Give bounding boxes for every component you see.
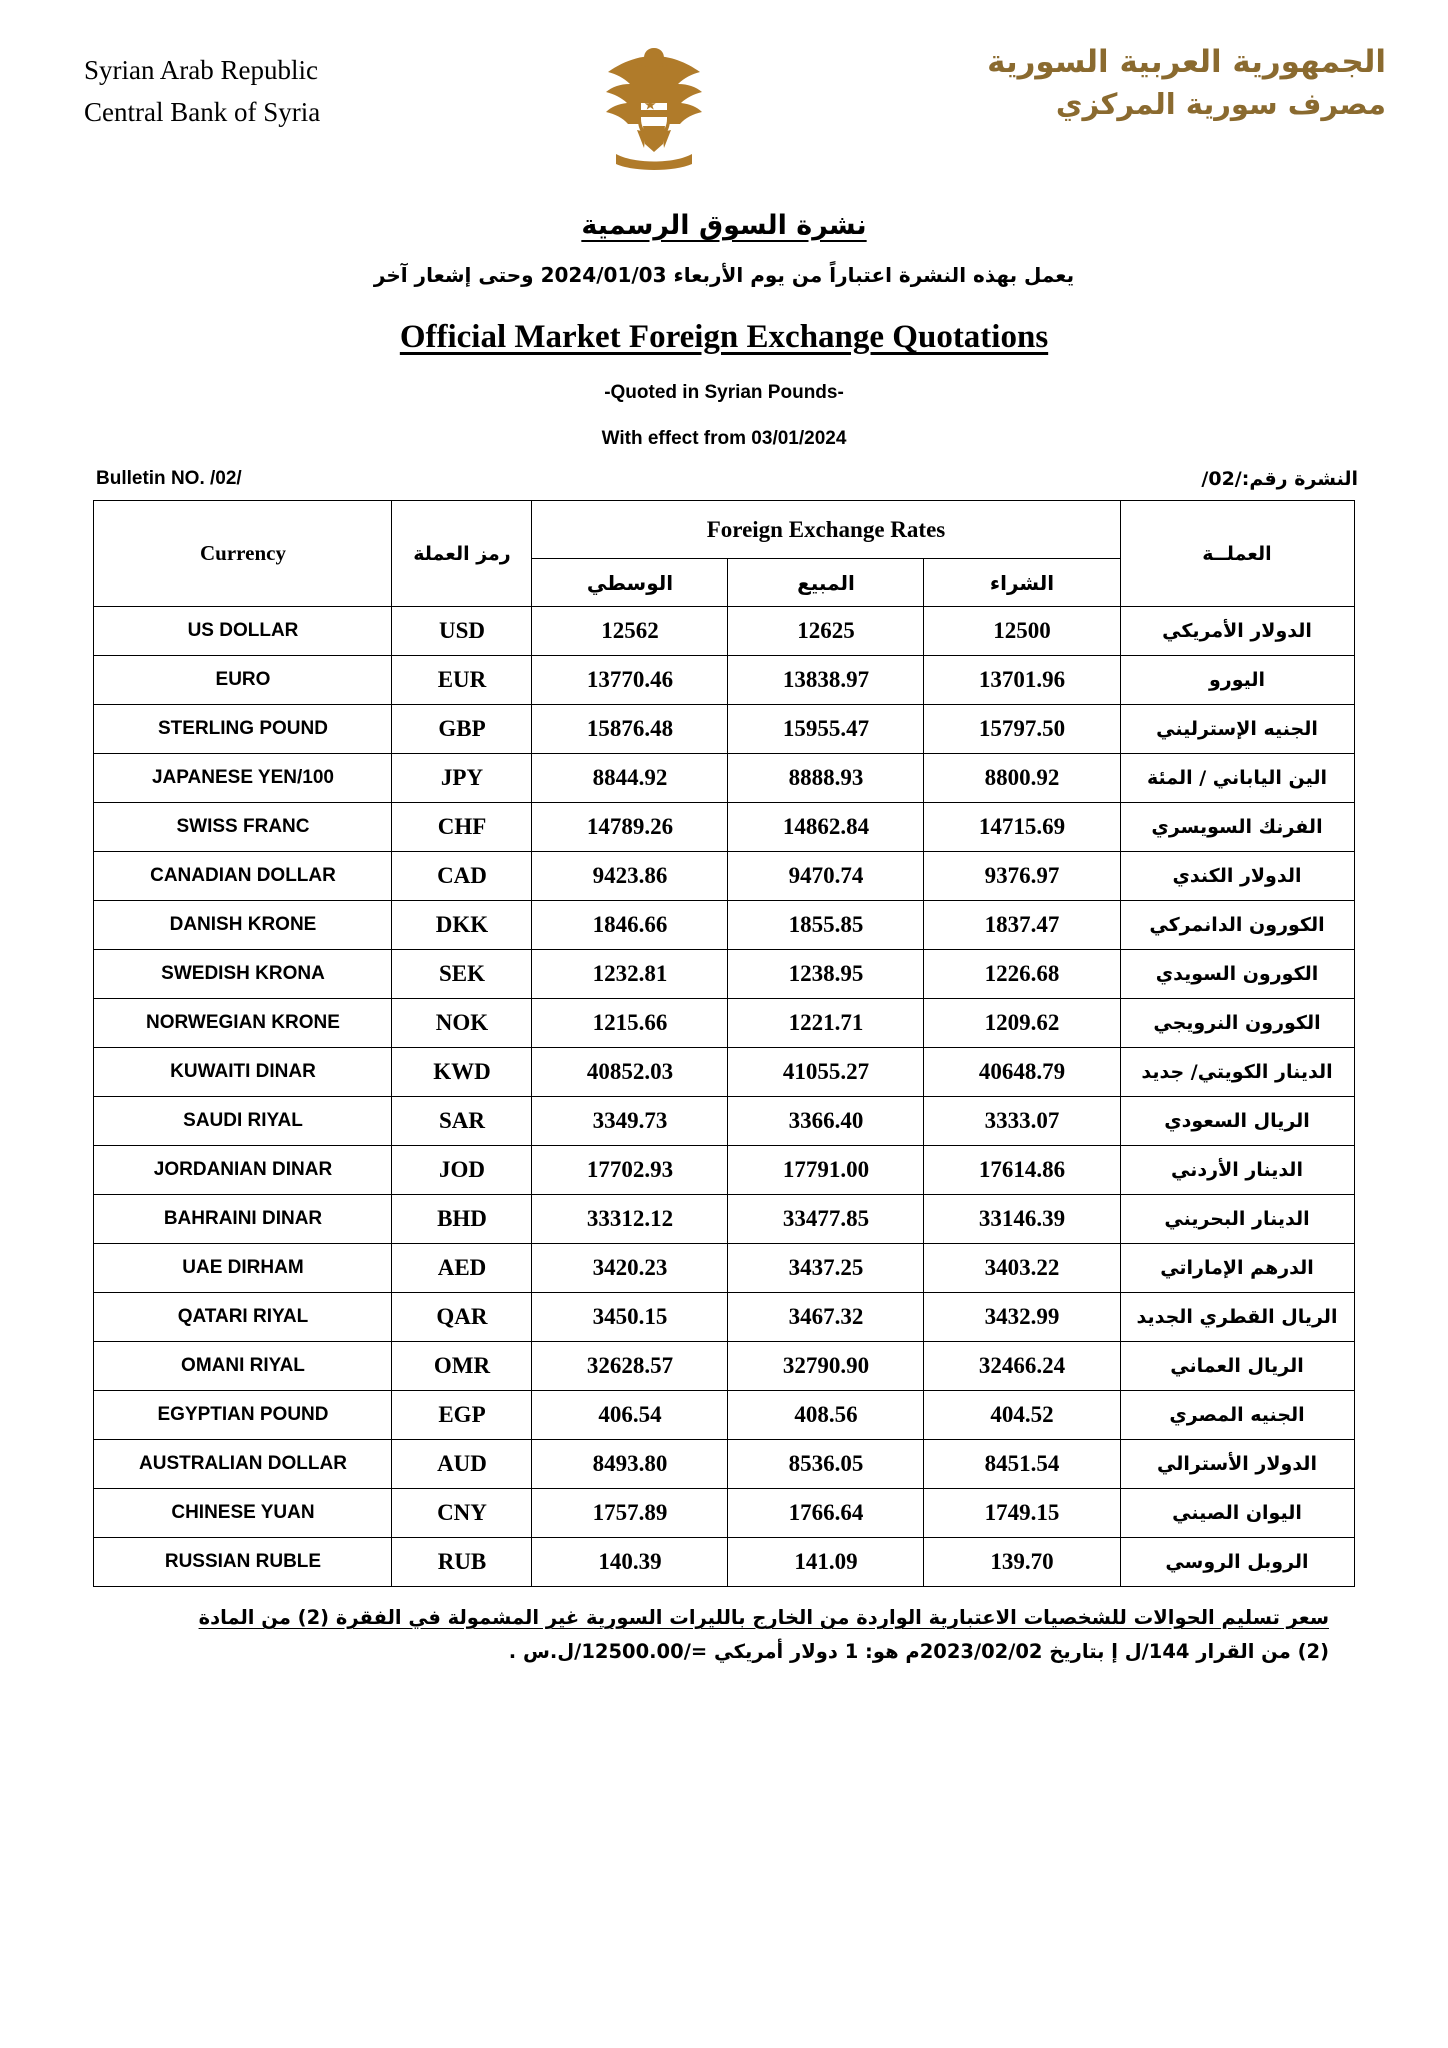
- currency-code: JOD: [392, 1146, 532, 1195]
- currency-name-ar: الدرهم الإماراتي: [1120, 1244, 1354, 1293]
- currency-name-en: KUWAITI DINAR: [94, 1048, 392, 1097]
- table-row: [94, 1391, 1354, 1440]
- rate-buy: 8800.92: [924, 754, 1120, 803]
- currency-name-en: JAPANESE YEN/100: [94, 754, 392, 803]
- currency-code: AUD: [392, 1440, 532, 1489]
- rate-mid: 1215.66: [532, 999, 728, 1048]
- rate-mid: 3450.15: [532, 1293, 728, 1342]
- rate-sell: 14862.84: [728, 803, 924, 852]
- bulletin-number-en: Bulletin NO. /02/: [96, 468, 242, 489]
- rate-mid: 9423.86: [532, 852, 728, 901]
- rate-mid: 33312.12: [532, 1195, 728, 1244]
- rate-sell: 32790.90: [728, 1342, 924, 1391]
- currency-name-en: NORWEGIAN KRONE: [94, 999, 392, 1048]
- rate-sell: 3467.32: [728, 1293, 924, 1342]
- currency-code: DKK: [392, 901, 532, 950]
- currency-code: USD: [392, 607, 532, 656]
- rate-sell: 13838.97: [728, 656, 924, 705]
- rate-buy: 32466.24: [924, 1342, 1120, 1391]
- page-title-en: Official Market Foreign Exchange Quotations: [399, 319, 1049, 355]
- rate-buy: 3403.22: [924, 1244, 1120, 1293]
- rate-buy: 33146.39: [924, 1195, 1120, 1244]
- table-header-row-1: [94, 501, 1354, 559]
- currency-code: SAR: [392, 1097, 532, 1146]
- currency-code: AED: [392, 1244, 532, 1293]
- title-block: [52, 210, 1396, 450]
- currency-code: GBP: [392, 705, 532, 754]
- rate-buy: 15797.50: [924, 705, 1120, 754]
- currency-name-ar: الكورون الدانمركي: [1120, 901, 1354, 950]
- currency-code: CNY: [392, 1489, 532, 1538]
- table-row: [94, 1048, 1354, 1097]
- currency-name-ar: اليوان الصيني: [1120, 1489, 1354, 1538]
- rate-sell: 17791.00: [728, 1146, 924, 1195]
- rate-mid: 40852.03: [532, 1048, 728, 1097]
- rate-buy: 1209.62: [924, 999, 1120, 1048]
- currency-code: NOK: [392, 999, 532, 1048]
- currency-name-ar: الفرنك السويسري: [1120, 803, 1354, 852]
- rate-buy: 139.70: [924, 1538, 1120, 1587]
- table-row: [94, 1097, 1354, 1146]
- table-body: [94, 607, 1354, 1587]
- currency-name-ar: الدولار الأسترالي: [1120, 1440, 1354, 1489]
- bank-name-ar: مصرف سورية المركزي: [1055, 86, 1386, 121]
- currency-name-en: UAE DIRHAM: [94, 1244, 392, 1293]
- rate-mid: 17702.93: [532, 1146, 728, 1195]
- country-name-ar: الجمهورية العربية السورية: [987, 44, 1386, 80]
- rate-sell: 3366.40: [728, 1097, 924, 1146]
- rate-sell: 1221.71: [728, 999, 924, 1048]
- footnote-line-2: (2) من القرار 144/ل إ بتاريخ 2023/02/02م هو: 1 دولار أمريكي =/12500.00/ل.س .: [508, 1640, 1329, 1664]
- currency-name-en: SWEDISH KRONA: [94, 950, 392, 999]
- table-row: [94, 950, 1354, 999]
- currency-code: JPY: [392, 754, 532, 803]
- table-row: [94, 803, 1354, 852]
- currency-code: QAR: [392, 1293, 532, 1342]
- rate-buy: 40648.79: [924, 1048, 1120, 1097]
- currency-name-en: BAHRAINI DINAR: [94, 1195, 392, 1244]
- table-row: [94, 607, 1354, 656]
- currency-name-en: SWISS FRANC: [94, 803, 392, 852]
- currency-code: CAD: [392, 852, 532, 901]
- rate-sell: 1238.95: [728, 950, 924, 999]
- rate-buy: 14715.69: [924, 803, 1120, 852]
- rate-mid: 140.39: [532, 1538, 728, 1587]
- rate-mid: 406.54: [532, 1391, 728, 1440]
- currency-name-ar: اليورو: [1120, 656, 1354, 705]
- currency-name-en: AUSTRALIAN DOLLAR: [94, 1440, 392, 1489]
- syrian-eagle-emblem-icon: [594, 40, 714, 172]
- currency-name-ar: الين الياباني / المئة: [1120, 754, 1354, 803]
- currency-code: CHF: [392, 803, 532, 852]
- rate-sell: 408.56: [728, 1391, 924, 1440]
- header-emblem-area: [559, 34, 749, 172]
- footnote-line-1: سعر تسليم الحوالات للشخصيات الاعتبارية الواردة من الخارج بالليرات السورية غير المشمولة في الفقرة (2) من المادة: [198, 1606, 1329, 1629]
- currency-name-en: QATARI RIYAL: [94, 1293, 392, 1342]
- col-header-sell-ar: المبيع: [728, 559, 924, 607]
- currency-name-en: US DOLLAR: [94, 607, 392, 656]
- rate-sell: 12625: [728, 607, 924, 656]
- currency-code: KWD: [392, 1048, 532, 1097]
- rate-buy: 3432.99: [924, 1293, 1120, 1342]
- rate-mid: 8493.80: [532, 1440, 728, 1489]
- rate-buy: 1226.68: [924, 950, 1120, 999]
- page-title-ar: نشرة السوق الرسمية: [581, 210, 867, 241]
- currency-name-ar: الروبل الروسي: [1120, 1538, 1354, 1587]
- rate-sell: 141.09: [728, 1538, 924, 1587]
- rate-buy: 12500: [924, 607, 1120, 656]
- rate-mid: 8844.92: [532, 754, 728, 803]
- with-effect-label: With effect from 03/01/2024: [601, 428, 847, 449]
- exchange-rates-table: [93, 500, 1354, 1587]
- currency-name-en: EURO: [94, 656, 392, 705]
- rate-sell: 41055.27: [728, 1048, 924, 1097]
- rate-mid: 15876.48: [532, 705, 728, 754]
- rate-sell: 1855.85: [728, 901, 924, 950]
- currency-code: EGP: [392, 1391, 532, 1440]
- currency-name-ar: الدينار الكويتي/ جديد: [1120, 1048, 1354, 1097]
- table-row: [94, 1244, 1354, 1293]
- rate-mid: 3349.73: [532, 1097, 728, 1146]
- col-header-currency-code-ar: رمز العملة: [392, 501, 532, 607]
- table-row: [94, 1538, 1354, 1587]
- currency-code: OMR: [392, 1342, 532, 1391]
- currency-name-en: STERLING POUND: [94, 705, 392, 754]
- rate-buy: 13701.96: [924, 656, 1120, 705]
- table-header: [94, 501, 1354, 607]
- document-header: [52, 34, 1396, 174]
- currency-name-ar: الدولار الكندي: [1120, 852, 1354, 901]
- currency-name-en: DANISH KRONE: [94, 901, 392, 950]
- rate-mid: 32628.57: [532, 1342, 728, 1391]
- table-row: [94, 901, 1354, 950]
- rate-sell: 33477.85: [728, 1195, 924, 1244]
- table-row: [94, 999, 1354, 1048]
- currency-name-ar: الريال السعودي: [1120, 1097, 1354, 1146]
- currency-name-en: JORDANIAN DINAR: [94, 1146, 392, 1195]
- col-header-rates-group: Foreign Exchange Rates: [532, 501, 1120, 559]
- rate-buy: 404.52: [924, 1391, 1120, 1440]
- bank-name-en: Central Bank of Syria: [84, 96, 321, 127]
- quoted-in-label: -Quoted in Syrian Pounds-: [604, 382, 844, 403]
- col-header-currency-en: Currency: [94, 501, 392, 607]
- table-row: [94, 1342, 1354, 1391]
- currency-name-en: EGYPTIAN POUND: [94, 1391, 392, 1440]
- rate-mid: 1757.89: [532, 1489, 728, 1538]
- rate-mid: 1232.81: [532, 950, 728, 999]
- currency-name-en: CANADIAN DOLLAR: [94, 852, 392, 901]
- currency-name-en: RUSSIAN RUBLE: [94, 1538, 392, 1587]
- rate-mid: 12562: [532, 607, 728, 656]
- currency-name-ar: الكورون النرويجي: [1120, 999, 1354, 1048]
- country-name-en: Syrian Arab Republic: [84, 55, 318, 85]
- header-right-titles-ar: [987, 34, 1396, 124]
- rate-buy: 9376.97: [924, 852, 1120, 901]
- rate-buy: 1749.15: [924, 1489, 1120, 1538]
- rate-buy: 3333.07: [924, 1097, 1120, 1146]
- footnote-block: [119, 1601, 1329, 1669]
- bulletin-row: [52, 468, 1396, 490]
- rate-buy: 1837.47: [924, 901, 1120, 950]
- rate-sell: 8888.93: [728, 754, 924, 803]
- currency-name-en: SAUDI RIYAL: [94, 1097, 392, 1146]
- table-row: [94, 656, 1354, 705]
- currency-name-ar: الكورون السويدي: [1120, 950, 1354, 999]
- currency-name-ar: الجنيه المصري: [1120, 1391, 1354, 1440]
- currency-code: RUB: [392, 1538, 532, 1587]
- currency-name-ar: الريال القطري الجديد: [1120, 1293, 1354, 1342]
- currency-name-ar: الجنيه الإسترليني: [1120, 705, 1354, 754]
- effective-notice-ar: يعمل بهذه النشرة اعتباراً من يوم الأربعاء 2024/01/03 وحتى إشعار آخر: [373, 263, 1075, 287]
- table-row: [94, 1293, 1354, 1342]
- table-row: [94, 1146, 1354, 1195]
- rate-sell: 1766.64: [728, 1489, 924, 1538]
- rate-sell: 3437.25: [728, 1244, 924, 1293]
- table-row: [94, 754, 1354, 803]
- currency-code: BHD: [392, 1195, 532, 1244]
- col-header-currency-ar: العملــة: [1120, 501, 1354, 607]
- currency-name-ar: الدينار الأردني: [1120, 1146, 1354, 1195]
- col-header-mid-ar: الوسطي: [532, 559, 728, 607]
- rate-sell: 9470.74: [728, 852, 924, 901]
- currency-name-ar: الريال العماني: [1120, 1342, 1354, 1391]
- rate-mid: 3420.23: [532, 1244, 728, 1293]
- rate-buy: 17614.86: [924, 1146, 1120, 1195]
- table-row: [94, 705, 1354, 754]
- rate-mid: 1846.66: [532, 901, 728, 950]
- table-row: [94, 1440, 1354, 1489]
- col-header-buy-ar: الشراء: [924, 559, 1120, 607]
- table-row: [94, 852, 1354, 901]
- bulletin-number-ar: النشرة رقم:/02/: [1201, 468, 1358, 490]
- table-row: [94, 1489, 1354, 1538]
- currency-code: EUR: [392, 656, 532, 705]
- currency-name-ar: الدولار الأمريكي: [1120, 607, 1354, 656]
- rate-mid: 13770.46: [532, 656, 728, 705]
- currency-name-en: CHINESE YUAN: [94, 1489, 392, 1538]
- currency-code: SEK: [392, 950, 532, 999]
- rate-buy: 8451.54: [924, 1440, 1120, 1489]
- rate-sell: 15955.47: [728, 705, 924, 754]
- table-row: [94, 1195, 1354, 1244]
- rate-mid: 14789.26: [532, 803, 728, 852]
- currency-name-en: OMANI RIYAL: [94, 1342, 392, 1391]
- rate-sell: 8536.05: [728, 1440, 924, 1489]
- currency-name-ar: الدينار البحريني: [1120, 1195, 1354, 1244]
- header-left-titles: [52, 34, 320, 134]
